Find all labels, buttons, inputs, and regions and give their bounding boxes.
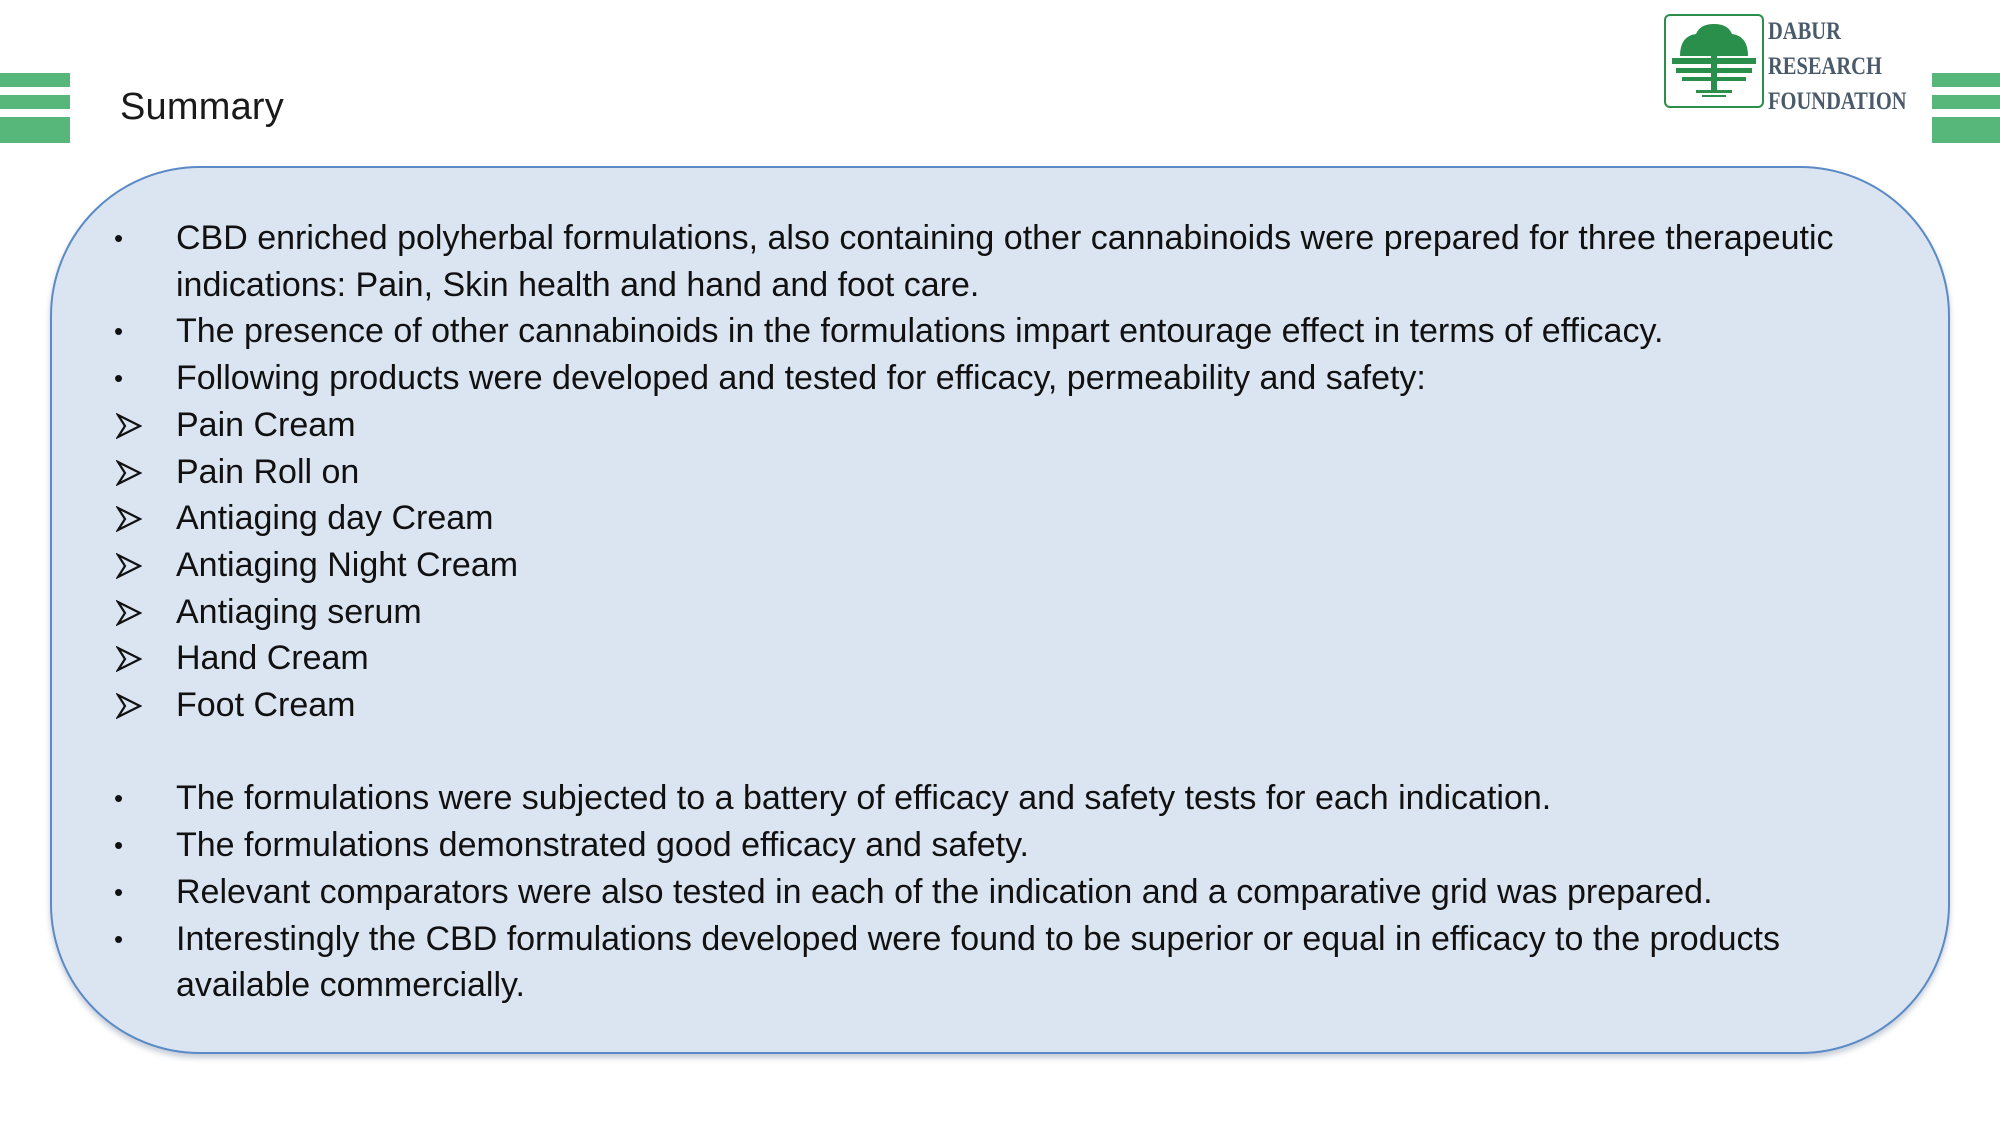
bullet-text: Following products were developed and tested for efficacy, permeability and safety: bbox=[176, 359, 1426, 398]
bullet-dot-icon: • bbox=[114, 223, 124, 253]
bullet-item bbox=[110, 308, 1900, 355]
arrow-bullet-icon bbox=[116, 646, 142, 672]
product-item bbox=[110, 589, 1900, 636]
bullet-dot-icon: • bbox=[114, 876, 124, 907]
bullet-dot-icon: • bbox=[114, 783, 124, 814]
product-item bbox=[110, 682, 1900, 729]
bullet-text: Relevant comparators were also tested in each of the indication and a comparative grid was prepared. bbox=[176, 872, 1713, 911]
dabur-research-foundation-logo bbox=[1664, 14, 1920, 114]
product-item bbox=[110, 542, 1900, 589]
product-name: Pain Cream bbox=[176, 405, 356, 444]
bullet-text: The presence of other cannabinoids in the formulations impart entourage effect in terms of efficacy. bbox=[176, 312, 1664, 351]
bullet-item bbox=[110, 775, 1900, 822]
arrow-bullet-icon bbox=[116, 506, 142, 532]
product-name: Antiaging serum bbox=[176, 592, 422, 631]
bullet-text: The formulations were subjected to a battery of efficacy and safety tests for each indication. bbox=[176, 779, 1552, 818]
logo-wordmark bbox=[1768, 14, 1907, 119]
bullet-item bbox=[110, 822, 1900, 869]
arrow-bullet-icon bbox=[116, 553, 142, 579]
bullet-dot-icon: • bbox=[114, 830, 124, 861]
right-accent-stripes bbox=[1932, 73, 2000, 143]
spacer bbox=[110, 729, 1900, 776]
bullet-item bbox=[110, 916, 1900, 1009]
bullet-dot-icon: • bbox=[114, 923, 124, 954]
product-name: Foot Cream bbox=[176, 686, 356, 725]
arrow-bullet-icon bbox=[116, 413, 142, 439]
bullet-text: Interestingly the CBD formulations developed were found to be superior or equal in efficacy to the products available commercially. bbox=[176, 919, 1780, 1005]
bullet-item bbox=[110, 215, 1900, 308]
slide-title: Summary bbox=[120, 86, 284, 128]
product-name: Pain Roll on bbox=[176, 452, 360, 491]
summary-content bbox=[110, 215, 1900, 1009]
arrow-bullet-icon bbox=[116, 460, 142, 486]
arrow-bullet-icon bbox=[116, 693, 142, 719]
arrow-bullet-icon bbox=[116, 600, 142, 626]
tree-logo-icon bbox=[1664, 14, 1764, 108]
bullet-dot-icon: • bbox=[114, 363, 124, 394]
product-item bbox=[110, 402, 1900, 449]
product-item bbox=[110, 495, 1900, 542]
logo-line-3: FOUNDATION bbox=[1768, 88, 1907, 115]
left-accent-stripes bbox=[0, 73, 70, 143]
product-item bbox=[110, 449, 1900, 496]
bullet-item bbox=[110, 355, 1900, 402]
product-item bbox=[110, 635, 1900, 682]
product-name: Antiaging day Cream bbox=[176, 499, 494, 538]
product-name: Antiaging Night Cream bbox=[176, 545, 519, 584]
product-name: Hand Cream bbox=[176, 639, 369, 678]
bullet-dot-icon: • bbox=[114, 316, 124, 347]
logo-line-2: RESEARCH bbox=[1768, 53, 1882, 80]
bullet-item bbox=[110, 869, 1900, 916]
bullet-text: CBD enriched polyherbal formulations, also containing other cannabinoids were prepared for three therapeutic indications: Pain, Skin health and hand and foot care. bbox=[176, 219, 1834, 304]
logo-line-1: DABUR bbox=[1768, 18, 1841, 45]
bullet-text: The formulations demonstrated good efficacy and safety. bbox=[176, 826, 1030, 865]
